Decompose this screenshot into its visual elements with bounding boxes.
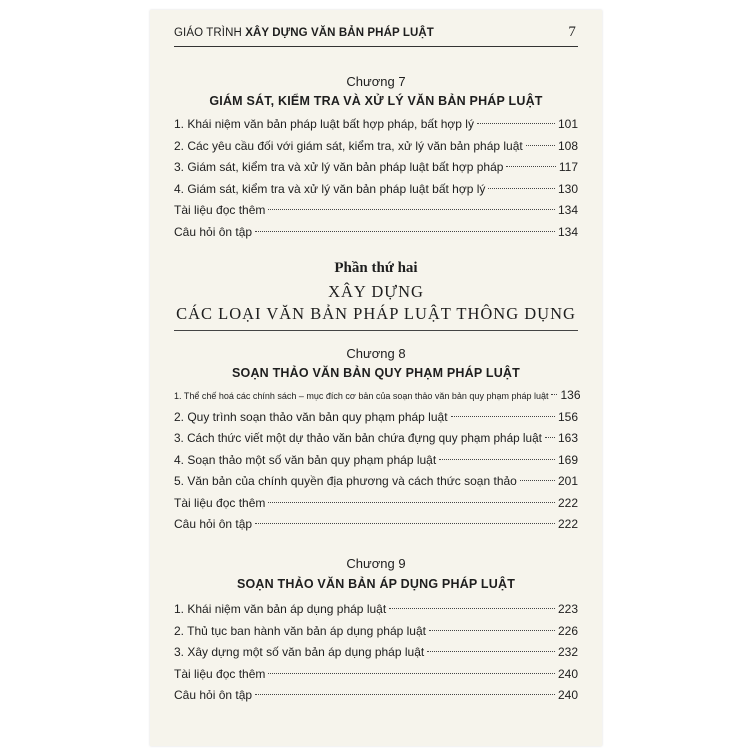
toc-entry-text: 1. Khái niệm văn bản áp dụng pháp luật (174, 602, 387, 616)
toc-entry (174, 114, 578, 136)
toc-entry-page: 240 (557, 688, 578, 702)
toc-entry-page: 136 (560, 388, 581, 402)
toc-entry (174, 407, 578, 429)
chapter-7-toc (174, 114, 578, 243)
toc-entry-text: 3. Giám sát, kiểm tra và xử lý văn bản pháp luật bất hợp pháp (174, 160, 504, 174)
dot-leader (526, 145, 555, 146)
dot-leader (268, 209, 555, 210)
toc-entry-page: 156 (557, 409, 578, 424)
dot-leader (545, 437, 555, 438)
toc-entry (174, 450, 578, 472)
toc-entry (174, 493, 578, 515)
toc-entry (174, 428, 578, 450)
chapter-8-toc (174, 385, 581, 536)
toc-entry-page: 163 (557, 431, 578, 445)
chapter-7-title: GIÁM SÁT, KIỂM TRA VÀ XỬ LÝ VĂN BẢN PHÁP LUẬT (209, 94, 543, 108)
toc-entry (174, 385, 581, 407)
dot-leader (488, 188, 555, 189)
dot-leader (255, 523, 555, 524)
dot-leader (451, 416, 555, 417)
dot-leader (389, 608, 555, 609)
chapter-9-toc (174, 599, 578, 707)
chapter-8-label: Chương 8 (346, 346, 406, 361)
dot-leader (429, 630, 555, 631)
toc-entry-page: 169 (557, 452, 578, 467)
toc-entry (174, 200, 578, 222)
toc-entry-page: 232 (557, 645, 578, 659)
part-divider (174, 330, 578, 331)
page-number: 7 (568, 24, 576, 40)
toc-entry-text: 2. Thủ tục ban hành văn bản áp dụng pháp luật (174, 623, 426, 638)
toc-entry (174, 179, 578, 201)
toc-entry-page: 240 (557, 666, 578, 681)
toc-entry-text: Câu hỏi ôn tập (174, 688, 253, 702)
toc-entry-page: 222 (557, 495, 578, 510)
toc-entry (174, 621, 578, 643)
toc-entry-page: 130 (557, 181, 578, 196)
toc-entry-text: 3. Xây dựng một số văn bản áp dụng pháp luật (174, 645, 425, 659)
toc-entry-page: 222 (557, 517, 578, 531)
toc-entry-text: Tài liệu đọc thêm (174, 495, 266, 510)
dot-leader (439, 459, 555, 460)
part-2-title-line2: CÁC LOẠI VĂN BẢN PHÁP LUẬT THÔNG DỤNG (176, 304, 576, 323)
toc-entry (174, 222, 578, 244)
toc-entry-page: 134 (557, 203, 578, 217)
toc-entry-text: 4. Giám sát, kiểm tra và xử lý văn bản pháp luật bất hợp lý (174, 181, 486, 196)
toc-entry-text: 5. Văn bản của chính quyền địa phương và cách thức soạn thảo (174, 474, 517, 488)
toc-entry-page: 226 (557, 623, 578, 638)
toc-entry (174, 514, 578, 536)
toc-entry (174, 136, 578, 158)
chapter-9-label: Chương 9 (346, 556, 406, 571)
running-header (174, 26, 578, 47)
toc-entry (174, 157, 578, 179)
book-page (150, 10, 602, 746)
toc-entry (174, 664, 578, 686)
toc-entry (174, 599, 578, 621)
dot-leader (268, 502, 555, 503)
toc-entry (174, 685, 578, 707)
header-prefix: GIÁO TRÌNH (174, 27, 242, 39)
dot-leader (255, 231, 555, 232)
toc-entry-page: 101 (557, 117, 578, 131)
dot-leader (506, 166, 555, 167)
toc-entry-page: 223 (557, 602, 578, 616)
dot-leader (551, 394, 557, 395)
toc-entry-text: Câu hỏi ôn tập (174, 517, 253, 531)
toc-entry-page: 134 (557, 224, 578, 239)
toc-entry-text: Tài liệu đọc thêm (174, 666, 266, 681)
toc-entry (174, 471, 578, 493)
toc-entry-text: 1. Thể chế hoá các chính sách – mục đích cơ bản của soạn thảo văn bản quy phạm pháp luật (174, 391, 549, 401)
toc-entry-text: Câu hỏi ôn tập (174, 224, 253, 239)
dot-leader (520, 480, 555, 481)
dot-leader (477, 123, 555, 124)
dot-leader (268, 673, 555, 674)
toc-entry-text: Tài liệu đọc thêm (174, 203, 266, 217)
toc-entry-page: 117 (558, 160, 578, 174)
toc-entry-text: 4. Soạn thảo một số văn bản quy phạm pháp luật (174, 452, 437, 467)
dot-leader (427, 651, 555, 652)
toc-entry-text: 3. Cách thức viết một dự thảo văn bản chứa đựng quy phạm pháp luật (174, 432, 542, 445)
part-2-title-line1: XÂY DỰNG (328, 282, 424, 301)
header-book-title (174, 27, 434, 39)
chapter-8-title: SOẠN THẢO VĂN BẢN QUY PHẠM PHÁP LUẬT (231, 366, 520, 380)
chapter-7-label: Chương 7 (346, 74, 406, 89)
dot-leader (255, 694, 555, 695)
toc-entry-page: 201 (557, 474, 578, 488)
toc-entry (174, 642, 578, 664)
toc-entry-page: 108 (557, 138, 578, 153)
toc-entry-text: 2. Quy trình soạn thảo văn bản quy phạm pháp luật (174, 409, 448, 424)
header-title: XÂY DỰNG VĂN BẢN PHÁP LUẬT (245, 27, 434, 39)
chapter-9-title: SOẠN THẢO VĂN BẢN ÁP DỤNG PHÁP LUẬT (236, 577, 516, 591)
part-2-subtitle: Phần thứ hai (334, 260, 418, 276)
toc-entry-text: 1. Khái niệm văn bản pháp luật bất hợp pháp, bất hợp lý (174, 117, 474, 131)
toc-entry-text: 2. Các yêu cầu đối với giám sát, kiểm tra, xử lý văn bản pháp luật (174, 138, 523, 153)
